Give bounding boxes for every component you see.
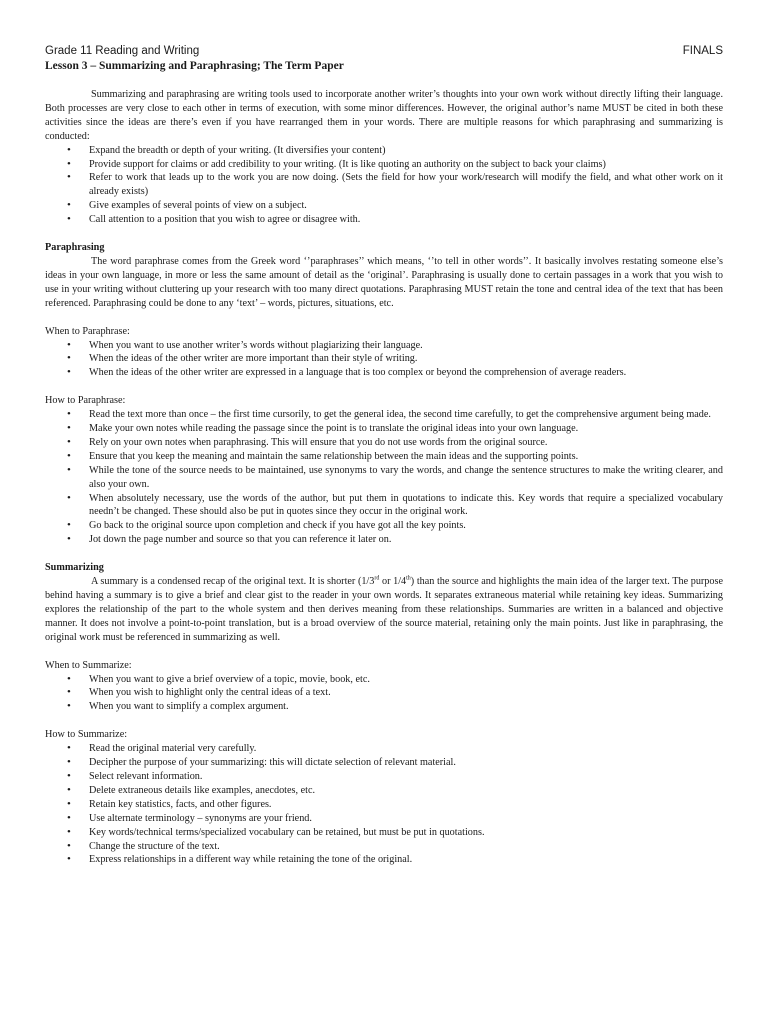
list-item: • While the tone of the source needs to be maintained, use synonyms to vary the words, and change the sentence structures to make the writing clearer, and also your own. [89,464,723,492]
how-to-summarize-heading: How to Summarize: [45,729,128,741]
when-to-paraphrase-heading: When to Paraphrase: [45,325,130,337]
when-to-summarize-heading: When to Summarize: [45,659,132,671]
list-item: • Go back to the original source upon completion and check if you have got all the key points. [89,519,723,533]
list-item: • When you want to simplify a complex argument. [89,700,723,714]
list-item: • Call attention to a position that you wish to agree or disagree with. [89,213,723,227]
list-item: • Read the original material very carefully. [89,742,723,756]
list-item: • Select relevant information. [89,770,723,784]
reasons-list [45,144,723,227]
list-item: • When you want to use another writer’s words without plagiarizing their language. [89,339,723,353]
list-item: • Key words/technical terms/specialized vocabulary can be retained, but must be put in quotations. [89,826,723,840]
list-item: • Provide support for claims or add credibility to your writing. (It is like quoting an authority on the subject to back your claims) [89,158,723,172]
list-item: • Decipher the purpose of your summarizing: this will dictate selection of relevant material. [89,756,723,770]
list-item: • When absolutely necessary, use the words of the author, but put them in quotations to indicate this. Key words that require a specialized vocabulary needn’t be changed. These should also be put in quotes since they occur in the original work. [89,492,723,520]
paraphrasing-heading: Paraphrasing [45,242,105,254]
list-item: • When you wish to highlight only the central ideas of a text. [89,686,723,700]
list-item: • Delete extraneous details like examples, anecdotes, etc. [89,784,723,798]
list-item: • Rely on your own notes when paraphrasing. This will ensure that you do not use words from the original source. [89,436,723,450]
paraphrasing-paragraph: The word paraphrase comes from the Greek word ‘’paraphrases’’ which means, ‘’to tell in other words’’. It basically involves restating someone else’s ideas in your own language, in more or less the same amount of detail as the ‘original’. Paraphrasing is usually done to certain passages in a work that you wish to use in your writing without cluttering up your research with too many direct quotations. Paraphrasing MUST retain the tone and central idea of the text that has been referenced. Paraphrasing could be done to any ‘text’ – words, pictures, situations, etc. [45,255,723,309]
how-to-paraphrase-list [45,408,723,547]
list-item: • When the ideas of the other writer are expressed in a language that is too complex or beyond the comprehension of average readers. [89,366,723,380]
list-item: • Give examples of several points of view on a subject. [89,199,723,213]
course-title: Grade 11 Reading and Writing [45,45,200,57]
page-header [45,44,723,59]
when-to-summarize-list [45,673,723,715]
term-label: FINALS [682,45,723,57]
list-item: • Refer to work that leads up to the work you are now doing. (Sets the field for how your work/research will modify the field, and what other work on it already exists) [89,171,723,199]
intro-paragraph: Summarizing and paraphrasing are writing tools used to incorporate another writer’s thoughts into your own work without directly lifting their language. Both processes are very close to each other in terms of execution, with some minor differences. However, the original author’s name MUST be cited in both these activities since the ideas are there’s even if you have rearranged them in your words. There are multiple reasons for which paraphrasing and summarizing is conducted: [45,89,723,142]
list-item: • Change the structure of the text. [89,840,723,854]
when-to-paraphrase-list [45,339,723,381]
summarizing-paragraph: A summary is a condensed recap of the original text. It is shorter (1/3rd or 1/4th) than the source and highlights the main idea of the larger text. The purpose behind having a summary is to give a brief and clear gist to the reader in your own words. It separates extraneous material while retaining key ideas. Summarizing explores the relationship of the part to the whole system and then derives meaning from these relationships. Summaries are written in a balanced and objective manner. It does not involve a point-to-point translation, but is a broad overview of the source material, retaining only the main points. Just like in paraphrasing, the original work must be referenced in summarizing as well. [45,575,723,643]
list-item: • Expand the breadth or depth of your writing. (It diversifies your content) [89,144,723,158]
list-item: • Retain key statistics, facts, and other figures. [89,798,723,812]
list-item: • When you want to give a brief overview of a topic, movie, book, etc. [89,673,723,687]
list-item: • Ensure that you keep the meaning and maintain the same relationship between the main ideas and the supporting points. [89,450,723,464]
list-item: • Make your own notes while reading the passage since the point is to translate the original ideas into your own language. [89,422,723,436]
how-to-paraphrase-heading: How to Paraphrase: [45,395,126,407]
list-item: • Express relationships in a different way while retaining the tone of the original. [89,853,723,867]
how-to-summarize-list [45,742,723,867]
list-item: • Jot down the page number and source so that you can reference it later on. [89,533,723,547]
list-item: • Read the text more than once – the first time cursorily, to get the general idea, the second time carefully, to get the comprehensive argument being made. [89,408,723,422]
lesson-title: Lesson 3 – Summarizing and Paraphrasing; The Term Paper [45,60,344,72]
summarizing-heading: Summarizing [45,562,104,574]
list-item: • When the ideas of the other writer are more important than their style of writing. [89,352,723,366]
list-item: • Use alternate terminology – synonyms are your friend. [89,812,723,826]
